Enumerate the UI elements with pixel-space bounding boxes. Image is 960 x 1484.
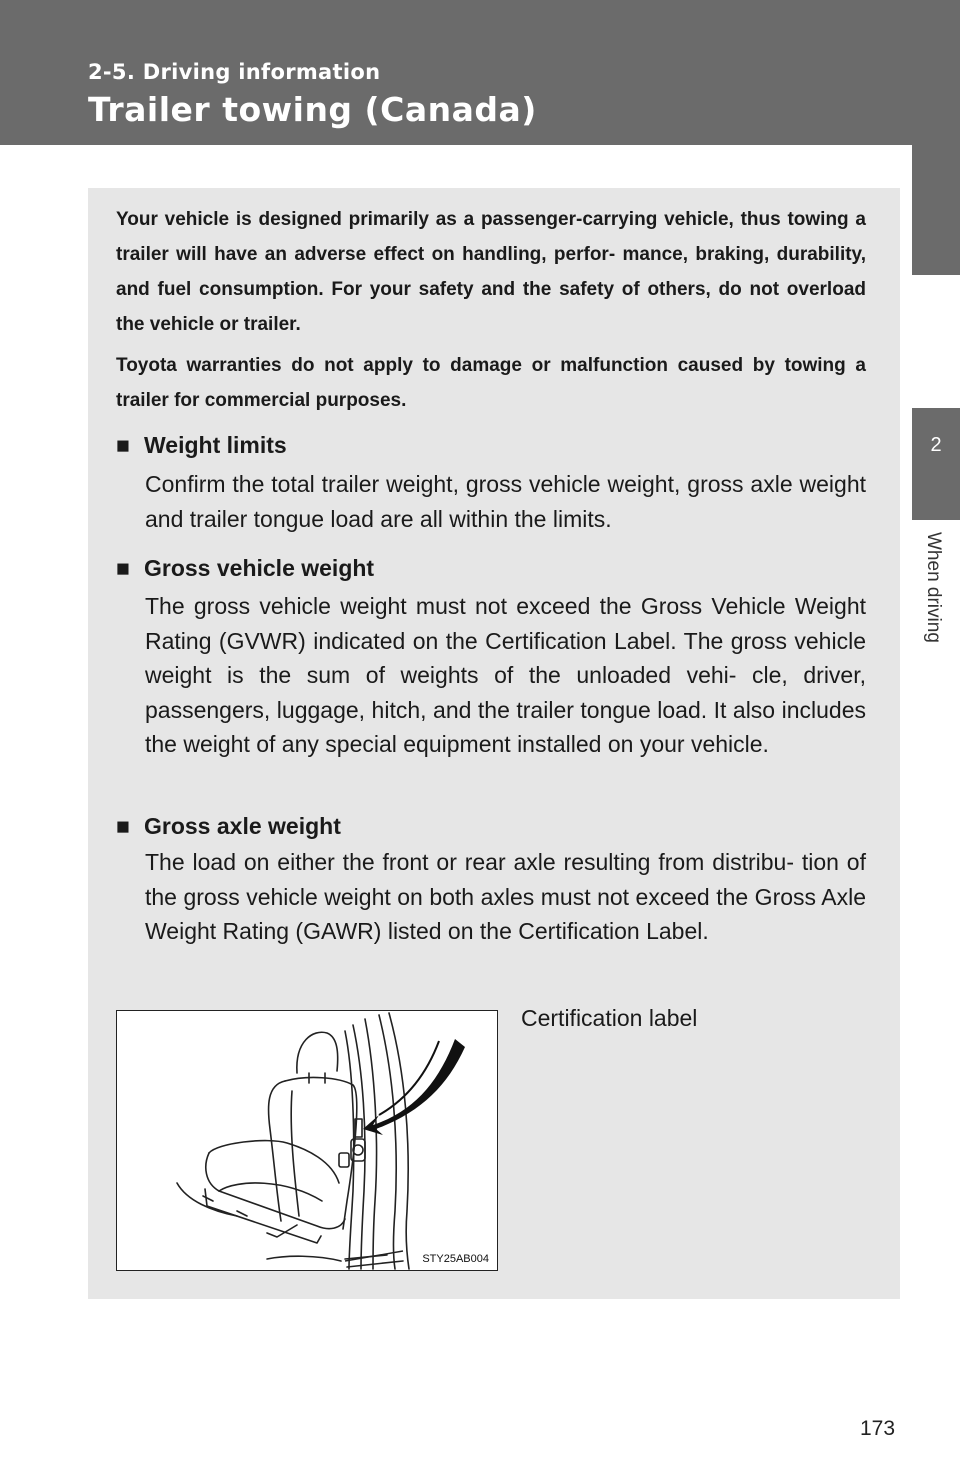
certification-label-figure bbox=[116, 1010, 498, 1271]
bullet-icon: ■ bbox=[116, 555, 130, 581]
heading-gross-axle-weight bbox=[116, 813, 341, 840]
page-header bbox=[0, 0, 960, 145]
heading-text: Weight limits bbox=[144, 432, 287, 458]
intro-paragraph: Your vehicle is designed primarily as a passenger-carrying vehicle, thus towing a trailer will have an adverse effect on handling, perfor- mance, braking, durability, and fuel consumption. For your safety and the safety of others, do not overload the vehicle or trailer. bbox=[116, 209, 866, 335]
body-gross-vehicle-weight: The gross vehicle weight must not exceed the Gross Vehicle Weight Rating (GVWR) indicated on the Certification Label. The gross vehicle weight is the sum of weights of the unloaded vehi- cle, driver, passengers, luggage, hitch, and the trailer tongue load. It also includes the weight of any special equipment installed on your vehicle. bbox=[145, 593, 866, 757]
heading-weight-limits bbox=[116, 432, 287, 459]
body-weight-limits: Confirm the total trailer weight, gross vehicle weight, gross axle weight and trailer tongue load are all within the limits. bbox=[145, 471, 866, 532]
figure-callout: Certification label bbox=[521, 1005, 698, 1031]
bullet-icon: ■ bbox=[116, 432, 130, 458]
page-number: 173 bbox=[860, 1417, 896, 1440]
intro-paragraph: Toyota warranties do not apply to damage or malfunction caused by towing a trailer for commercial purposes. bbox=[116, 355, 866, 411]
body-gross-axle-weight: The load on either the front or rear axle resulting from distribu- tion of the gross vehicle weight on both axles must not exceed the Gross Axle Weight Rating (GAWR) listed on the Certification Label. bbox=[145, 849, 866, 944]
chapter-tab bbox=[912, 408, 960, 520]
heading-text: Gross vehicle weight bbox=[144, 555, 375, 581]
heading-gross-vehicle-weight bbox=[116, 555, 374, 582]
section-label: 2-5. Driving information bbox=[88, 60, 381, 84]
seat-door-illustration bbox=[117, 1011, 497, 1270]
bullet-icon: ■ bbox=[116, 813, 130, 839]
heading-text: Gross axle weight bbox=[144, 813, 341, 839]
page-title: Trailer towing (Canada) bbox=[88, 90, 537, 129]
side-tab-top bbox=[912, 145, 960, 275]
chapter-label: When driving bbox=[923, 532, 944, 643]
chapter-number: 2 bbox=[930, 434, 942, 456]
figure-code: STY25AB004 bbox=[422, 1253, 489, 1265]
